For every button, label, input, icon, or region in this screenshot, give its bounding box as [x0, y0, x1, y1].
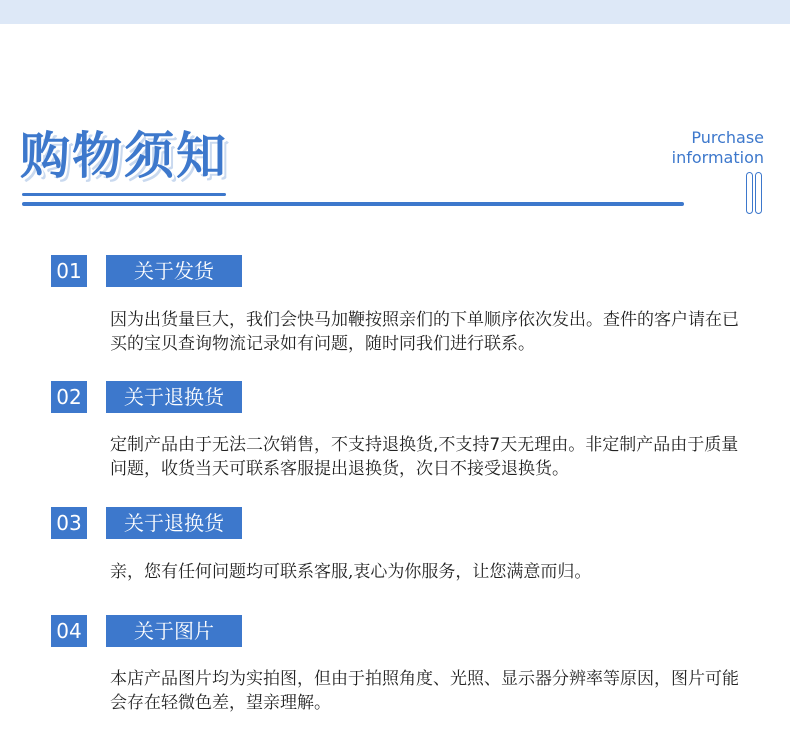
- header-divider: [22, 202, 684, 206]
- section-number: 02: [51, 381, 87, 413]
- decorative-bars-icon: [745, 172, 765, 214]
- section-text: 亲，您有任何问题均可联系客服,衷心为你服务，让您满意而归。: [110, 562, 592, 582]
- section-text: 定制产品由于无法二次销售，不支持退换货,不支持7天无理由。非定制产品由于质量问题，收货当天可联系客服提出退换货，次日不接受退换货。: [110, 435, 739, 479]
- english-subtitle: [644, 128, 764, 168]
- top-banner-strip: [0, 0, 790, 24]
- section-heading: 关于图片: [106, 615, 242, 647]
- decorative-bar: [755, 172, 762, 214]
- section-heading: 关于退换货: [106, 381, 242, 413]
- section-number: 03: [51, 507, 87, 539]
- section-heading: 关于发货: [106, 255, 242, 287]
- page-title: 购物须知: [20, 127, 228, 185]
- title-underline: [22, 193, 226, 196]
- section-heading: 关于退换货: [106, 507, 242, 539]
- decorative-bar: [746, 172, 753, 214]
- english-subtitle-line2: information: [671, 148, 764, 167]
- section-text: 本店产品图片均为实拍图，但由于拍照角度、光照、显示器分辨率等原因，图片可能会存在轻微色差，望亲理解。: [110, 669, 739, 713]
- english-subtitle-line1: Purchase: [691, 128, 764, 147]
- section-number: 01: [51, 255, 87, 287]
- section-number: 04: [51, 615, 87, 647]
- section-text: 因为出货量巨大，我们会快马加鞭按照亲们的下单顺序依次发出。查件的客户请在已买的宝贝查询物流记录如有问题，随时同我们进行联系。: [110, 310, 739, 354]
